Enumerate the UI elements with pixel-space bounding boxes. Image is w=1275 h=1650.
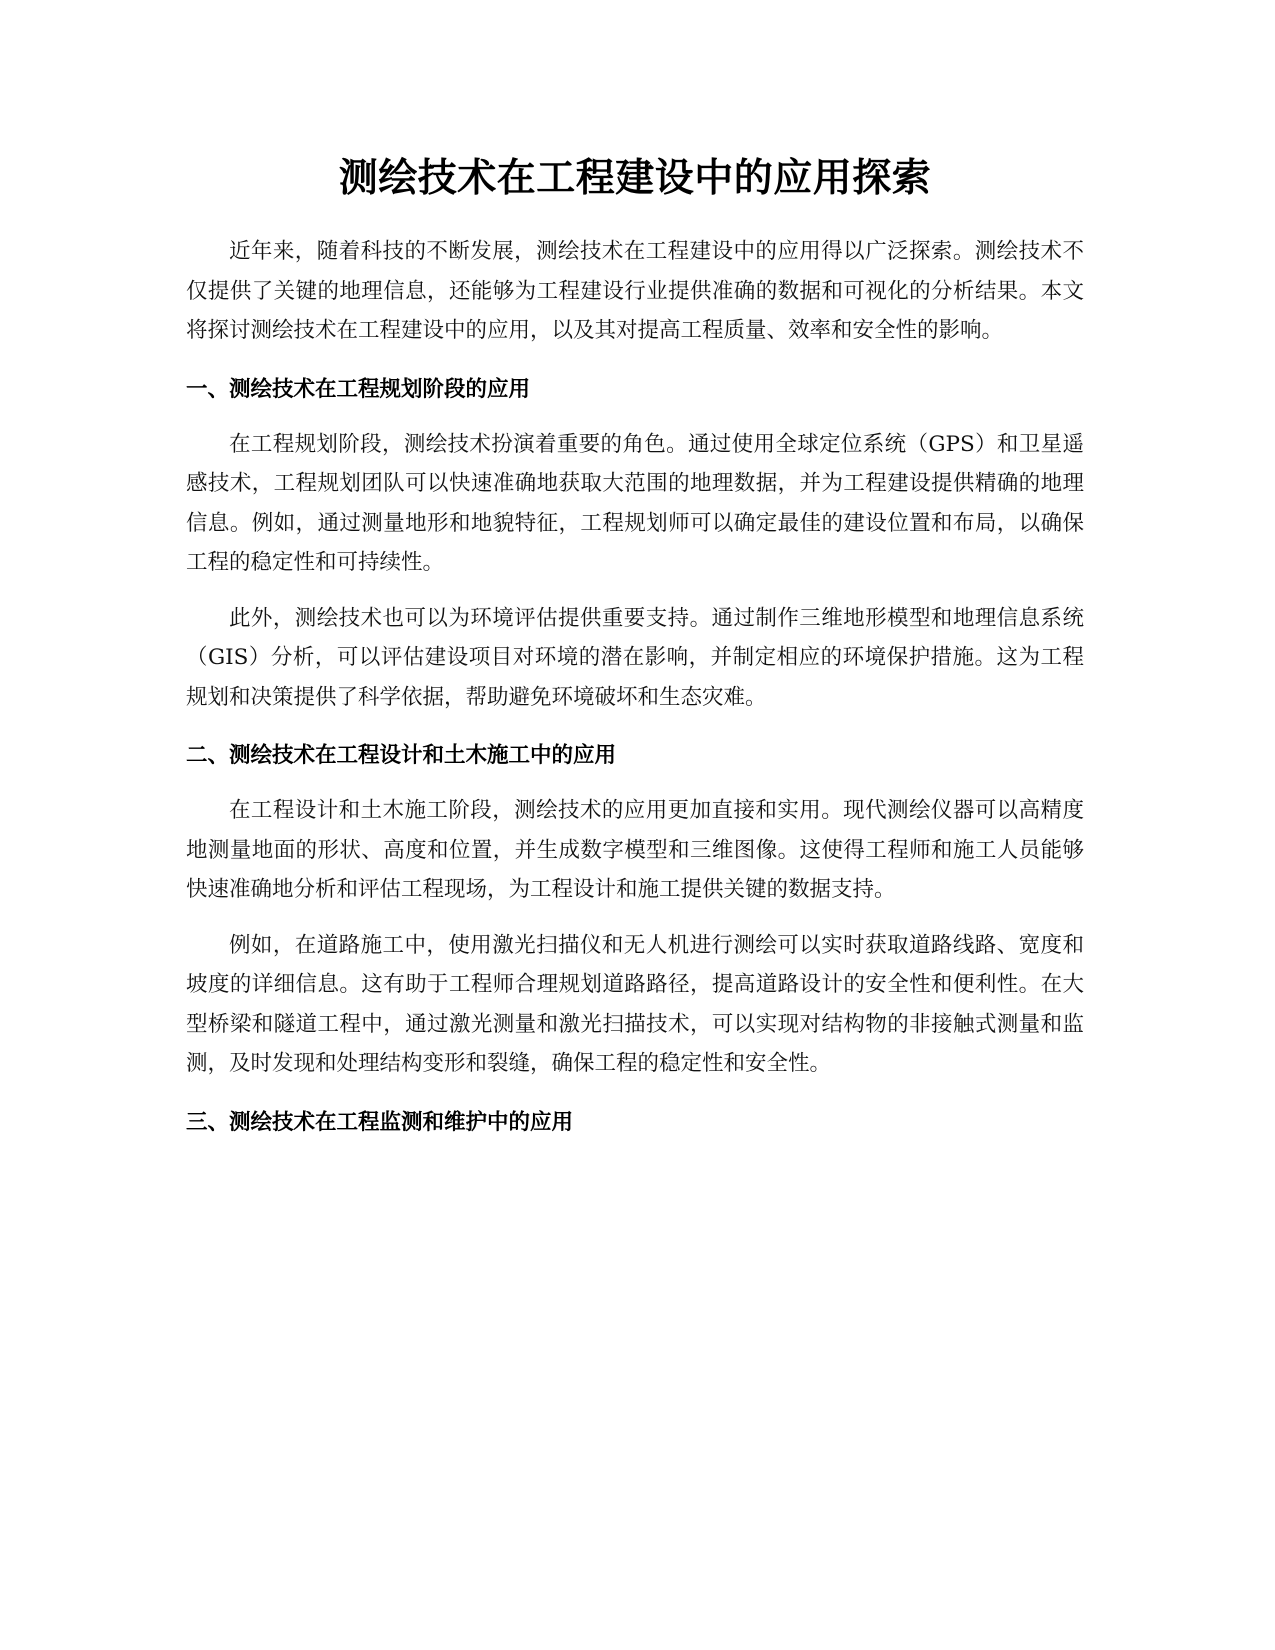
document-body <box>186 150 1084 1158</box>
section-2-heading: 二、测绘技术在工程设计和土木施工中的应用 <box>186 743 617 768</box>
section-1-heading: 一、测绘技术在工程规划阶段的应用 <box>186 376 531 402</box>
intro-paragraph: 近年来，随着科技的不断发展，测绘技术在工程建设中的应用得以广泛探索。测绘技术不仅提供了关键的地理信息，还能够为工程建设行业提供准确的数据和可视化的分析结果。本文将探讨测绘技术在工程建设中的应用，以及其对提高工程质量、效率和安全性的影响。 <box>186 239 1084 343</box>
section-2-paragraph-1: 在工程设计和土木施工阶段，测绘技术的应用更加直接和实用。现代测绘仪器可以高精度地测量地面的形状、高度和位置，并生成数字模型和三维图像。这使得工程师和施工人员能够快速准确地分析和评估工程现场，为工程设计和施工提供关键的数据支持。 <box>186 798 1084 902</box>
section-2-paragraph-2: 例如，在道路施工中，使用激光扫描仪和无人机进行测绘可以实时获取道路线路、宽度和坡度的详细信息。这有助于工程师合理规划道路路径，提高道路设计的安全性和便利性。在大型桥梁和隧道工程中，通过激光测量和激光扫描技术，可以实现对结构物的非接触式测量和监测，及时发现和处理结构变形和裂缝，确保工程的稳定性和安全性。 <box>186 932 1084 1076</box>
section-1-paragraph-1: 在工程规划阶段，测绘技术扮演着重要的角色。通过使用全球定位系统（GPS）和卫星遥感技术，工程规划团队可以快速准确地获取大范围的地理数据，并为工程建设提供精确的地理信息。例如，通过测量地形和地貌特征，工程规划师可以确定最佳的建设位置和布局，以确保工程的稳定性和可持续性。 <box>186 431 1084 575</box>
section-3-heading: 三、测绘技术在工程监测和维护中的应用 <box>186 1109 574 1135</box>
section-1-paragraph-2: 此外，测绘技术也可以为环境评估提供重要支持。通过制作三维地形模型和地理信息系统（GIS）分析，可以评估建设项目对环境的潜在影响，并制定相应的环境保护措施。这为工程规划和决策提供了科学依据，帮助避免环境破坏和生态灾难。 <box>186 605 1084 710</box>
document-title: 测绘技术在工程建设中的应用探索 <box>338 156 932 201</box>
